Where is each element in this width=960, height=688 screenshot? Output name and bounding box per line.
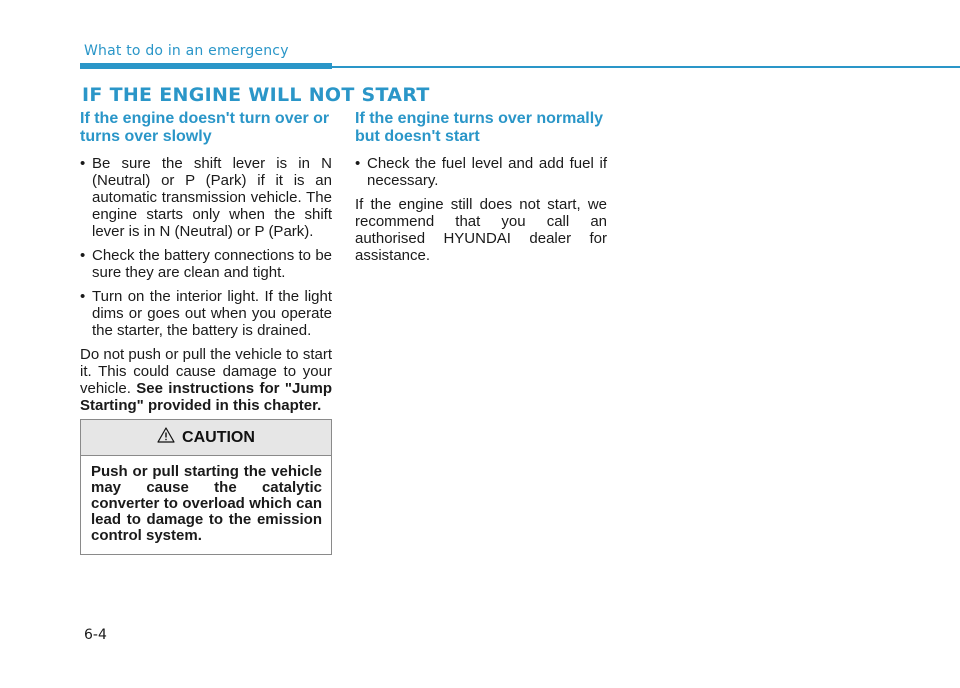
- page-title: IF THE ENGINE WILL NOT START: [82, 84, 430, 106]
- caution-body: Push or pull starting the vehicle may cause the catalytic converter to overload which can lead to damage to the emission control system.: [91, 463, 322, 544]
- left-column: [80, 110, 332, 414]
- right-bullet-list: [355, 155, 607, 189]
- section-label: What to do in an emergency: [84, 43, 289, 59]
- section-rule-thick: [80, 63, 332, 69]
- warning-triangle-icon: [157, 427, 175, 448]
- dealer-paragraph: If the engine still does not start, we recommend that you call an authorised HYUNDAI dealer for assistance.: [355, 196, 607, 264]
- bullet-icon: •: [80, 247, 86, 264]
- list-item: [80, 155, 332, 240]
- jump-start-reference: See instructions for "Jump Starting" provided in this chapter.: [80, 380, 332, 414]
- caution-box: [80, 419, 332, 555]
- jump-start-paragraph: [80, 346, 332, 414]
- bullet-icon: •: [80, 155, 86, 172]
- list-item-text: Check the fuel level and add fuel if necessary.: [367, 155, 607, 189]
- paragraph-text: Do not push or pull the vehicle to start it. This could cause damage to your vehicle.: [80, 346, 332, 397]
- list-item-text: Be sure the shift lever is in N (Neutral) or P (Park) if it is an automatic transmission vehicle. The engine starts only when the shift lever is in N (Neutral) or P (Park).: [92, 155, 332, 240]
- page-number: 6-4: [84, 627, 107, 643]
- bullet-icon: •: [355, 155, 361, 172]
- list-item: [80, 288, 332, 339]
- list-item: [355, 155, 607, 189]
- caution-title: CAUTION: [182, 428, 255, 446]
- left-heading: If the engine doesn't turn over or turns over slowly: [80, 110, 330, 145]
- right-heading: If the engine turns over normally but doesn't start: [355, 110, 604, 145]
- right-column: [355, 110, 607, 264]
- list-item-text: Turn on the interior light. If the light dims or goes out when you operate the starter, the battery is drained.: [92, 288, 332, 339]
- left-bullet-list: [80, 155, 332, 339]
- section-rule-thin: [332, 66, 960, 68]
- caution-header: [81, 420, 331, 456]
- list-item-text: Check the battery connections to be sure they are clean and tight.: [92, 247, 332, 281]
- list-item: [80, 247, 332, 281]
- bullet-icon: •: [80, 288, 86, 305]
